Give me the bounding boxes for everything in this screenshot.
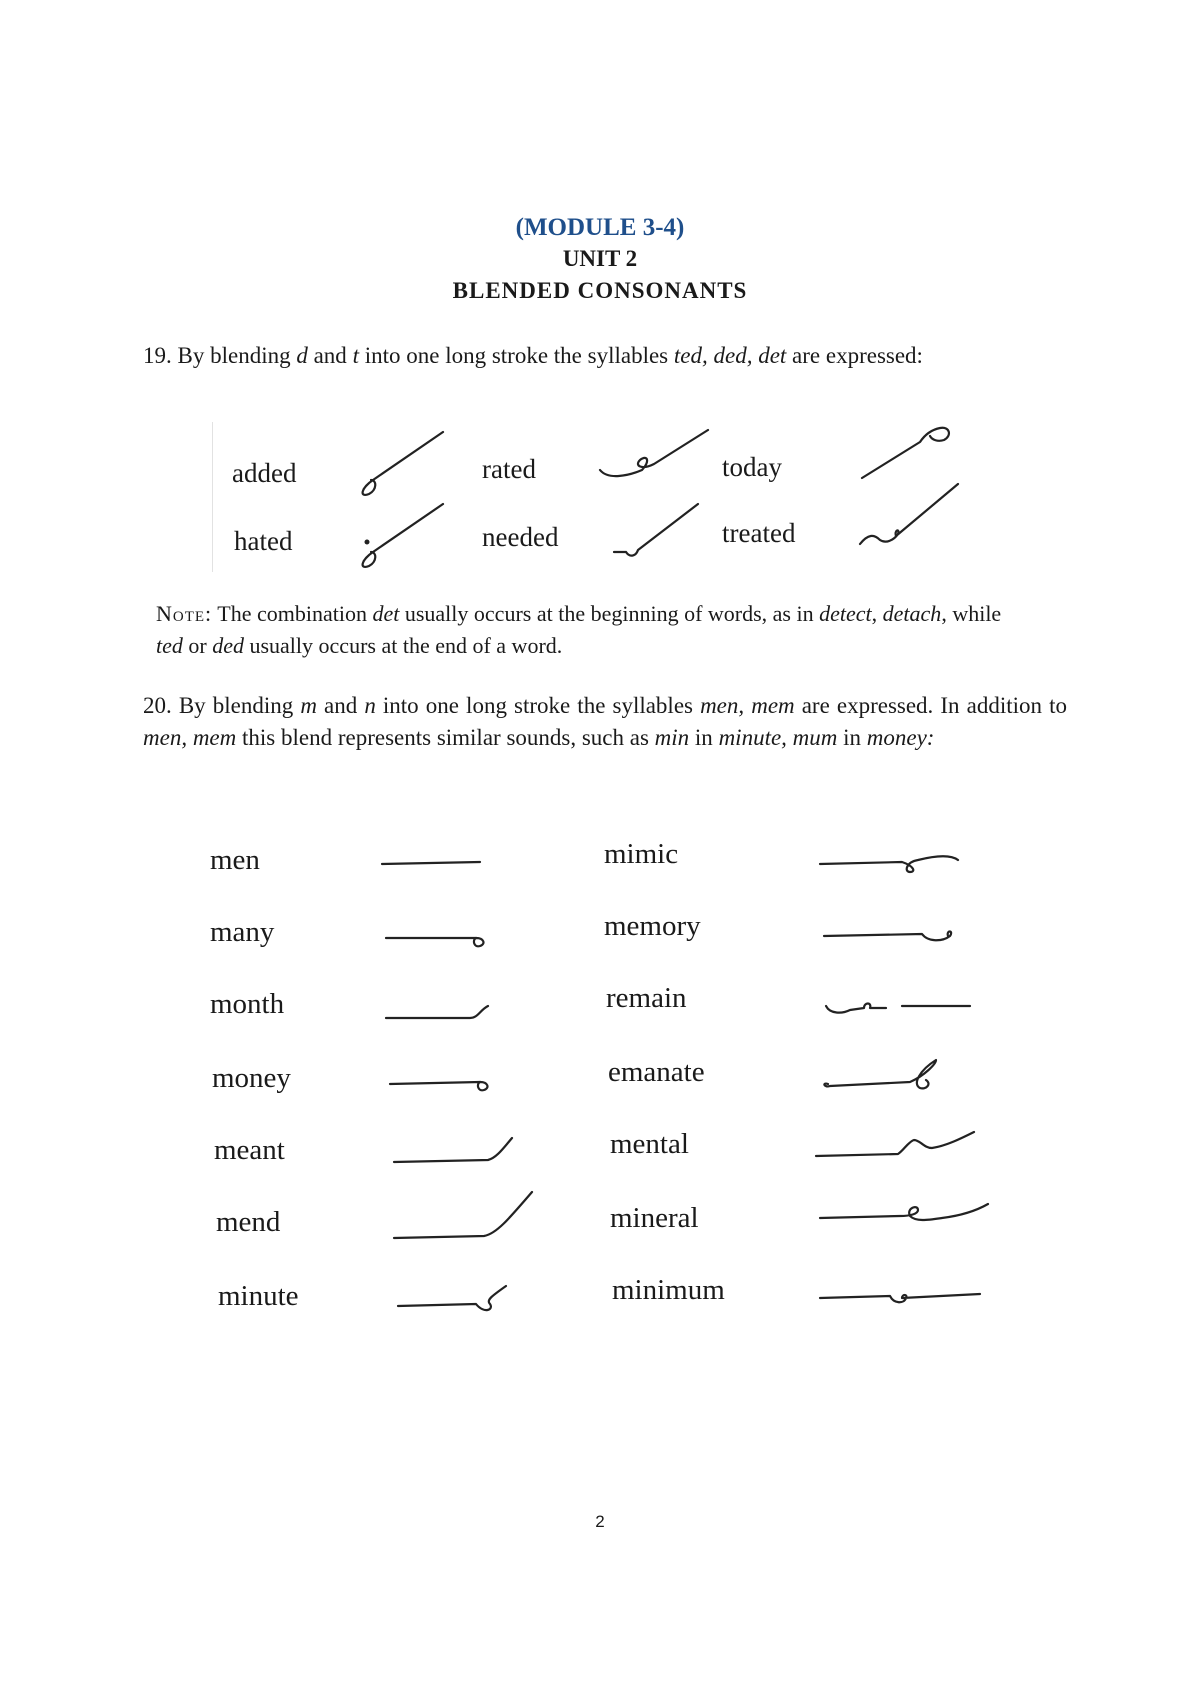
outline-today xyxy=(860,422,960,482)
section-title: BLENDED CONSONANTS xyxy=(452,278,748,303)
word-needed: needed xyxy=(482,522,559,552)
word-money: money xyxy=(212,1062,291,1094)
para20-text-f: in xyxy=(689,725,719,750)
para20-syl1: men, mem xyxy=(700,693,795,718)
outline-mineral xyxy=(818,1198,998,1234)
word-mental: mental xyxy=(610,1128,689,1160)
outline-mend xyxy=(392,1188,542,1248)
word-hated: hated xyxy=(234,526,293,556)
word-today: today xyxy=(722,452,782,482)
para20-min: min xyxy=(654,725,690,750)
outline-mental xyxy=(814,1124,984,1164)
outline-added xyxy=(355,428,455,498)
word-meant: meant xyxy=(214,1134,285,1166)
word-treated: treated xyxy=(722,518,796,548)
para19-text-d: are expressed: xyxy=(786,343,923,368)
outline-hated xyxy=(355,500,455,570)
para20-syl2: men, mem xyxy=(143,725,237,750)
para20-text-c: into one long stroke the syllables xyxy=(375,693,701,718)
word-memory: memory xyxy=(604,910,701,942)
para19-syllables: ted, ded, det xyxy=(673,343,787,368)
page-number: 2 xyxy=(595,1512,605,1531)
para20-n: n xyxy=(364,693,376,718)
word-men: men xyxy=(210,844,260,876)
para19-text-c: into one long stroke the syllables xyxy=(358,343,674,368)
para20-text-b: and xyxy=(316,693,365,718)
outline-needed xyxy=(612,500,712,570)
word-rated: rated xyxy=(482,454,536,484)
word-mineral: mineral xyxy=(610,1202,699,1234)
word-mend: mend xyxy=(216,1206,281,1238)
outline-men xyxy=(380,852,490,872)
para19-text-a: 19. By blending xyxy=(143,343,297,368)
note-text-d: or xyxy=(182,633,213,658)
note-detect: detect xyxy=(819,601,872,626)
word-minimum: minimum xyxy=(612,1274,725,1306)
note-label: Note: xyxy=(156,601,213,626)
para20-money: money: xyxy=(866,725,935,750)
para20-text-a: 20. By blending xyxy=(143,693,301,718)
para19-text-b: and xyxy=(307,343,353,368)
module-title: (MODULE 3-4) xyxy=(515,214,685,241)
note-det: det xyxy=(372,601,400,626)
outline-minute xyxy=(396,1280,516,1320)
word-emanate: emanate xyxy=(608,1056,705,1088)
outline-money xyxy=(388,1070,498,1094)
para20-minute: minute, mum xyxy=(718,725,838,750)
note-text-a: The combination xyxy=(212,601,373,626)
word-month: month xyxy=(210,988,285,1020)
note-ted: ted xyxy=(156,633,183,658)
outline-minimum xyxy=(818,1284,988,1314)
note-text-b: usually occurs at the beginning of words, as in xyxy=(399,601,820,626)
outline-treated xyxy=(858,482,968,552)
paragraph-20 xyxy=(143,690,1067,754)
outline-remain xyxy=(824,990,984,1026)
outline-mimic xyxy=(818,848,968,878)
outline-many xyxy=(384,926,494,950)
note-text-e: usually occurs at the end of a word. xyxy=(243,633,563,658)
outline-emanate xyxy=(820,1058,960,1098)
note-detach: detach xyxy=(882,601,942,626)
para20-text-g: in xyxy=(837,725,867,750)
para20-m: m xyxy=(300,693,317,718)
table-left-rule xyxy=(212,422,213,572)
word-minute: minute xyxy=(218,1280,299,1312)
outline-month xyxy=(384,996,504,1026)
unit-title: UNIT 2 xyxy=(562,246,638,271)
outline-rated xyxy=(598,426,718,486)
word-mimic: mimic xyxy=(604,838,679,870)
para19-t: t xyxy=(352,343,359,368)
outline-meant xyxy=(392,1132,522,1172)
word-remain: remain xyxy=(606,982,687,1014)
outline-memory xyxy=(822,920,972,950)
note-ded: ded xyxy=(212,633,244,658)
para19-d: d xyxy=(296,343,308,368)
note-text-c: , while xyxy=(941,601,1002,626)
word-added: added xyxy=(232,458,297,488)
paragraph-19 xyxy=(143,340,1043,372)
note-comma: , xyxy=(871,601,883,626)
para20-text-e: this blend represents similar sounds, such as xyxy=(236,725,655,750)
para20-text-d: are expressed. In addition to xyxy=(794,693,1067,718)
word-many: many xyxy=(210,916,275,948)
note-paragraph xyxy=(156,598,1006,662)
